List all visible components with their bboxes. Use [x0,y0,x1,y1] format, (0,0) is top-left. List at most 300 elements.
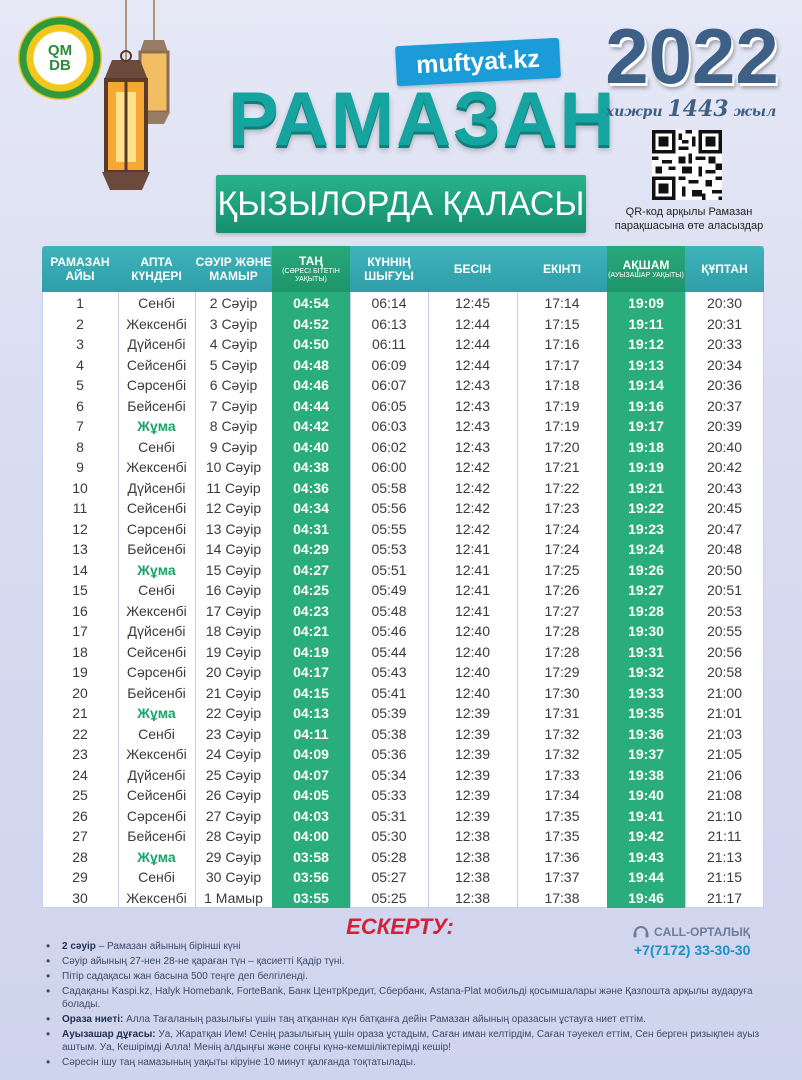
column-header-label: БЕСІН [453,262,492,276]
cell-aksham: 19:35 [628,705,664,722]
table-row [42,334,764,355]
cell-n: 7 [76,418,84,435]
cell-day: Дүйсенбі [127,623,186,640]
cell-n: 12 [72,520,88,537]
cell-kuptan: 20:56 [706,643,743,660]
lantern-illustration [82,0,192,205]
table-row [42,765,764,786]
cell-tan: 04:40 [293,438,329,455]
cell-sun: 05:58 [371,479,407,496]
cell-aksham: 19:28 [628,602,664,619]
cell-day: Дүйсенбі [127,766,186,783]
column-header [118,246,195,292]
cell-n: 16 [72,602,88,619]
note-text: Садақаны Kaspi.kz, Halyk Homebank, ForteBank, Банк ЦентрКредит, Сбербанк, Astana-Plat мобильді қосымшалары және Қазпошта арқылы аударуға болады. [62,986,753,1010]
cell-aksham: 19:19 [628,459,664,476]
city-banner: ҚЫЗЫЛОРДА ҚАЛАСЫ [216,175,586,233]
cell-kuptan: 21:03 [706,725,743,742]
note-text: Сәуір айының 27-нен 28-не қараған түн – қасиетті Қадір түні. [62,956,345,967]
cell-aksham: 19:40 [628,787,664,804]
cell-tan: 04:09 [293,746,329,763]
cell-date: 23 Сәуір [205,725,262,742]
cell-day: Сенбі [138,725,175,742]
column-header [272,246,350,292]
cell-sun: 06:03 [371,418,407,435]
cell-n: 5 [76,377,84,394]
cell-kuptan: 20:55 [706,623,743,640]
cell-sun: 05:51 [371,561,407,578]
cell-besin: 12:39 [454,725,491,742]
cell-ekinti: 17:22 [544,479,580,496]
cell-sun: 05:44 [371,643,407,660]
cell-besin: 12:44 [454,315,491,332]
cell-kuptan: 20:58 [706,664,743,681]
cell-sun: 05:49 [371,582,407,599]
cell-date: 7 Сәуір [209,397,258,414]
cell-ekinti: 17:27 [544,602,580,619]
cell-aksham: 19:24 [628,541,664,558]
cell-aksham: 19:37 [628,746,664,763]
cell-date: 2 Сәуір [209,295,258,312]
cell-n: 17 [72,623,88,640]
cell-kuptan: 21:08 [706,787,743,804]
cell-day: Жұма [137,848,176,865]
cell-besin: 12:43 [454,418,491,435]
cell-kuptan: 20:40 [706,438,743,455]
table-row [42,355,764,376]
cell-aksham: 19:42 [628,828,664,845]
column-header [428,246,517,292]
cell-date: 14 Сәуір [205,541,262,558]
cell-day: Сәрсенбі [126,377,187,394]
cell-ekinti: 17:35 [544,807,580,824]
cell-besin: 12:39 [454,787,491,804]
cell-n: 4 [76,356,84,373]
cell-besin: 12:40 [454,623,491,640]
cell-date: 15 Сәуір [205,561,262,578]
column-header-sublabel: (АУЫЗАШАР УАҚЫТЫ) [608,272,684,279]
hijri-year [596,96,786,122]
table-row [42,703,764,724]
cell-n: 23 [72,746,88,763]
cell-n: 27 [72,828,88,845]
cell-aksham: 19:36 [628,725,664,742]
column-header-label: АПТА КҮНДЕРІ [131,255,182,283]
cell-date: 9 Сәуір [209,438,258,455]
cell-date: 6 Сәуір [209,377,258,394]
cell-aksham: 19:32 [628,664,664,681]
year-label: 2022 [605,12,779,100]
cell-besin: 12:43 [454,377,491,394]
cell-sun: 05:28 [371,848,407,865]
cell-kuptan: 20:30 [706,295,743,312]
cell-day: Жексенбі [126,889,187,906]
cell-date: 16 Сәуір [205,582,262,599]
cell-kuptan: 20:33 [706,336,743,353]
cell-ekinti: 17:14 [544,295,580,312]
cell-kuptan: 20:42 [706,459,743,476]
cell-n: 26 [72,807,88,824]
cell-day: Жексенбі [126,315,187,332]
cell-tan: 04:44 [293,397,329,414]
cell-kuptan: 20:36 [706,377,743,394]
cell-ekinti: 17:17 [544,356,580,373]
cell-besin: 12:42 [454,520,491,537]
cell-n: 21 [72,705,88,722]
cell-ekinti: 17:38 [544,889,580,906]
cell-besin: 12:44 [454,356,491,373]
cell-date: 13 Сәуір [205,520,262,537]
table-row [42,293,764,314]
column-header-sublabel: (СӘРЕСІ БІТЕТІН УАҚЫТЫ) [282,268,340,283]
cell-besin: 12:45 [454,295,491,312]
cell-date: 10 Сәуір [205,459,262,476]
page-title: РАМАЗАН [228,77,617,162]
cell-aksham: 19:38 [628,766,664,783]
cell-besin: 12:43 [454,397,491,414]
cell-ekinti: 17:20 [544,438,580,455]
cell-sun: 06:07 [371,377,407,394]
cell-aksham: 19:30 [628,623,664,640]
cell-day: Жұма [137,705,176,722]
table-row [42,498,764,519]
cell-n: 18 [72,643,88,660]
cell-sun: 05:38 [371,725,407,742]
column-header [607,246,685,292]
hijri-suffix: жыл [733,104,777,120]
cell-ekinti: 17:31 [544,705,580,722]
cell-date: 26 Сәуір [205,787,262,804]
note-text: Алла Тағаланың разылығы үшін таң атқаннан күн батқанға дейін Рамазан айының оразасын ұстауға ниет еттім. [123,1014,646,1025]
cell-n: 9 [76,459,84,476]
cell-date: 18 Сәуір [205,623,262,640]
cell-ekinti: 17:24 [544,541,580,558]
cell-tan: 04:05 [293,787,329,804]
cell-sun: 05:48 [371,602,407,619]
table-row [42,662,764,683]
cell-kuptan: 21:00 [706,684,743,701]
cell-n: 8 [76,438,84,455]
table-row [42,888,764,909]
cell-sun: 05:53 [371,541,407,558]
column-header [517,246,607,292]
cell-ekinti: 17:32 [544,725,580,742]
table-row [42,580,764,601]
cell-sun: 06:02 [371,438,407,455]
cell-aksham: 19:12 [628,336,664,353]
cell-day: Сенбі [138,869,175,886]
cell-date: 29 Сәуір [205,848,262,865]
cell-besin: 12:41 [454,602,491,619]
cell-date: 24 Сәуір [205,746,262,763]
cell-sun: 05:27 [371,869,407,886]
cell-date: 8 Сәуір [209,418,258,435]
cell-day: Бейсенбі [127,541,186,558]
column-header-label: ҚҰПТАН [701,262,748,276]
cell-tan: 04:07 [293,766,329,783]
cell-besin: 12:41 [454,561,491,578]
column-header-label: РАМАЗАН АЙЫ [50,255,110,283]
cell-date: 11 Сәуір [206,479,261,496]
cell-day: Бейсенбі [127,828,186,845]
schedule-table [42,246,764,908]
cell-tan: 04:21 [293,623,329,640]
note-item [44,1028,764,1054]
cell-day: Сенбі [138,295,175,312]
cell-aksham: 19:27 [628,582,664,599]
cell-tan: 04:38 [293,459,329,476]
cell-ekinti: 17:37 [544,869,580,886]
cell-tan: 04:42 [293,418,329,435]
cell-aksham: 19:46 [628,889,664,906]
cell-tan: 04:36 [293,479,329,496]
cell-sun: 06:13 [371,315,407,332]
cell-ekinti: 17:34 [544,787,580,804]
cell-kuptan: 21:01 [706,705,743,722]
table-row [42,621,764,642]
cell-ekinti: 17:18 [544,377,580,394]
cell-n: 6 [76,397,84,414]
cell-besin: 12:39 [454,746,491,763]
cell-day: Жексенбі [126,746,187,763]
table-row [42,560,764,581]
table-row [42,744,764,765]
column-header-label: АҚШАМ [622,258,670,272]
cell-tan: 04:00 [293,828,329,845]
table-row [42,478,764,499]
note-item [44,955,764,968]
cell-tan: 04:50 [293,336,329,353]
qr-caption: QR-код арқылы Рамазан парақшасына өте аласыздар [614,206,764,232]
cell-day: Сейсенбі [126,787,187,804]
cell-date: 3 Сәуір [209,315,258,332]
column-header-label: ЕКІНТІ [543,262,581,276]
cell-ekinti: 17:15 [544,315,580,332]
headset-icon [632,924,650,940]
cell-date: 20 Сәуір [205,664,262,681]
cell-aksham: 19:41 [628,807,664,824]
note-bold: 2 сәуір [62,941,96,952]
cell-besin: 12:38 [454,889,491,906]
table-row [42,683,764,704]
cell-n: 29 [72,869,88,886]
cell-kuptan: 21:05 [706,746,743,763]
notes-title: ЕСКЕРТУ: [346,914,454,939]
cell-tan: 04:25 [293,582,329,599]
cell-date: 12 Сәуір [205,500,262,517]
cell-kuptan: 20:50 [706,561,743,578]
cell-day: Жексенбі [126,602,187,619]
cell-n: 11 [72,500,88,517]
cell-day: Сейсенбі [126,643,187,660]
cell-aksham: 19:23 [628,520,664,537]
cell-aksham: 19:43 [628,848,664,865]
cell-sun: 05:56 [371,500,407,517]
table-row [42,642,764,663]
cell-ekinti: 17:29 [544,664,580,681]
cell-date: 22 Сәуір [205,705,262,722]
cell-sun: 05:33 [371,787,407,804]
cell-tan: 04:03 [293,807,329,824]
call-number[interactable]: +7(7172) 33-30-30 [634,942,751,958]
note-bold: Ораза ниеті: [62,1014,124,1025]
note-item [44,1056,764,1069]
cell-ekinti: 17:36 [544,848,580,865]
cell-n: 2 [76,315,84,332]
cell-date: 30 Сәуір [205,869,262,886]
cell-besin: 12:38 [454,869,491,886]
cell-date: 21 Сәуір [205,684,262,701]
cell-sun: 06:14 [371,295,407,312]
cell-ekinti: 17:33 [544,766,580,783]
cell-day: Жұма [137,418,176,435]
cell-ekinti: 17:32 [544,746,580,763]
table-row [42,785,764,806]
cell-date: 4 Сәуір [209,336,258,353]
cell-besin: 12:39 [454,705,491,722]
table-row [42,416,764,437]
cell-date: 5 Сәуір [209,356,258,373]
cell-aksham: 19:22 [628,500,664,517]
cell-sun: 05:30 [371,828,407,845]
cell-aksham: 19:09 [628,295,664,312]
cell-day: Жексенбі [126,459,187,476]
cell-kuptan: 21:11 [707,828,742,845]
cell-aksham: 19:26 [628,561,664,578]
note-item [44,940,764,953]
cell-kuptan: 20:51 [706,582,743,599]
site-badge: muftyat.kz [395,38,561,87]
cell-tan: 04:48 [293,356,329,373]
cell-day: Бейсенбі [127,397,186,414]
cell-n: 20 [72,684,88,701]
cell-tan: 04:17 [293,664,329,681]
cell-kuptan: 21:15 [706,869,743,886]
cell-ekinti: 17:19 [544,418,580,435]
cell-kuptan: 20:53 [706,602,743,619]
note-item [44,985,764,1011]
cell-tan: 04:29 [293,541,329,558]
cell-ekinti: 17:19 [544,397,580,414]
cell-sun: 05:34 [371,766,407,783]
cell-day: Сейсенбі [126,500,187,517]
cell-n: 30 [72,889,88,906]
cell-n: 25 [72,787,88,804]
cell-kuptan: 20:31 [706,315,743,332]
cell-besin: 12:43 [454,438,491,455]
cell-aksham: 19:21 [628,479,664,496]
cell-sun: 05:55 [371,520,407,537]
cell-ekinti: 17:28 [544,643,580,660]
cell-kuptan: 20:45 [706,500,743,517]
cell-tan: 04:27 [293,561,329,578]
cell-besin: 12:38 [454,828,491,845]
column-header [350,246,428,292]
table-row [42,396,764,417]
table-row [42,314,764,335]
cell-sun: 06:11 [372,336,406,353]
cell-besin: 12:40 [454,664,491,681]
cell-n: 19 [72,664,88,681]
cell-aksham: 19:33 [628,684,664,701]
cell-day: Дүйсенбі [127,479,186,496]
cell-day: Дүйсенбі [127,336,186,353]
cell-kuptan: 20:37 [706,397,743,414]
cell-tan: 04:19 [293,643,329,660]
note-item [44,970,764,983]
cell-besin: 12:39 [454,807,491,824]
cell-besin: 12:40 [454,643,491,660]
cell-ekinti: 17:21 [544,459,580,476]
cell-tan: 04:11 [293,725,329,742]
cell-besin: 12:41 [454,541,491,558]
cell-tan: 04:31 [293,520,329,537]
cell-date: 28 Сәуір [205,828,262,845]
qr-code-icon[interactable] [652,130,722,200]
cell-tan: 03:55 [293,889,329,906]
cell-ekinti: 17:28 [544,623,580,640]
cell-n: 22 [72,725,88,742]
cell-n: 28 [72,848,88,865]
cell-n: 14 [72,561,88,578]
note-text: Сәресін ішу таң намазының уақыты кіруіне 10 минут қалғанда тоқтатылады. [62,1057,416,1068]
cell-ekinti: 17:26 [544,582,580,599]
table-row [42,457,764,478]
cell-besin: 12:39 [454,766,491,783]
cell-aksham: 19:18 [628,438,664,455]
cell-n: 3 [76,336,84,353]
table-row [42,847,764,868]
table-row [42,601,764,622]
table-row [42,826,764,847]
cell-ekinti: 17:24 [544,520,580,537]
cell-ekinti: 17:25 [544,561,580,578]
cell-besin: 12:38 [454,848,491,865]
cell-tan: 03:56 [293,869,329,886]
table-row [42,519,764,540]
cell-sun: 05:43 [371,664,407,681]
cell-sun: 06:00 [371,459,407,476]
cell-besin: 12:42 [454,500,491,517]
cell-tan: 04:15 [293,684,329,701]
cell-kuptan: 21:13 [706,848,743,865]
cell-tan: 03:58 [293,848,329,865]
cell-aksham: 19:13 [628,356,664,373]
cell-day: Сейсенбі [126,356,187,373]
cell-day: Сәрсенбі [126,807,187,824]
cell-n: 1 [76,295,84,312]
cell-tan: 04:54 [293,295,329,312]
cell-date: 1 Мамыр [204,889,263,906]
cell-aksham: 19:16 [628,397,664,414]
call-label: CALL-ОРТАЛЫҚ [654,925,751,939]
cell-sun: 06:09 [371,356,407,373]
cell-kuptan: 20:34 [706,356,743,373]
column-header-label: КҮННІҢ ШЫҒУЫ [364,255,414,283]
table-row [42,539,764,560]
cell-besin: 12:42 [454,459,491,476]
cell-sun: 06:05 [371,397,407,414]
cell-day: Бейсенбі [127,684,186,701]
cell-aksham: 19:11 [628,315,664,332]
cell-day: Сәрсенбі [126,520,187,537]
note-bold: Ауызашар дұғасы: [62,1029,156,1040]
cell-n: 24 [72,766,88,783]
cell-besin: 12:41 [454,582,491,599]
cell-sun: 05:46 [371,623,407,640]
cell-besin: 12:44 [454,336,491,353]
note-text: – Рамазан айының бірінші күні [95,941,241,952]
